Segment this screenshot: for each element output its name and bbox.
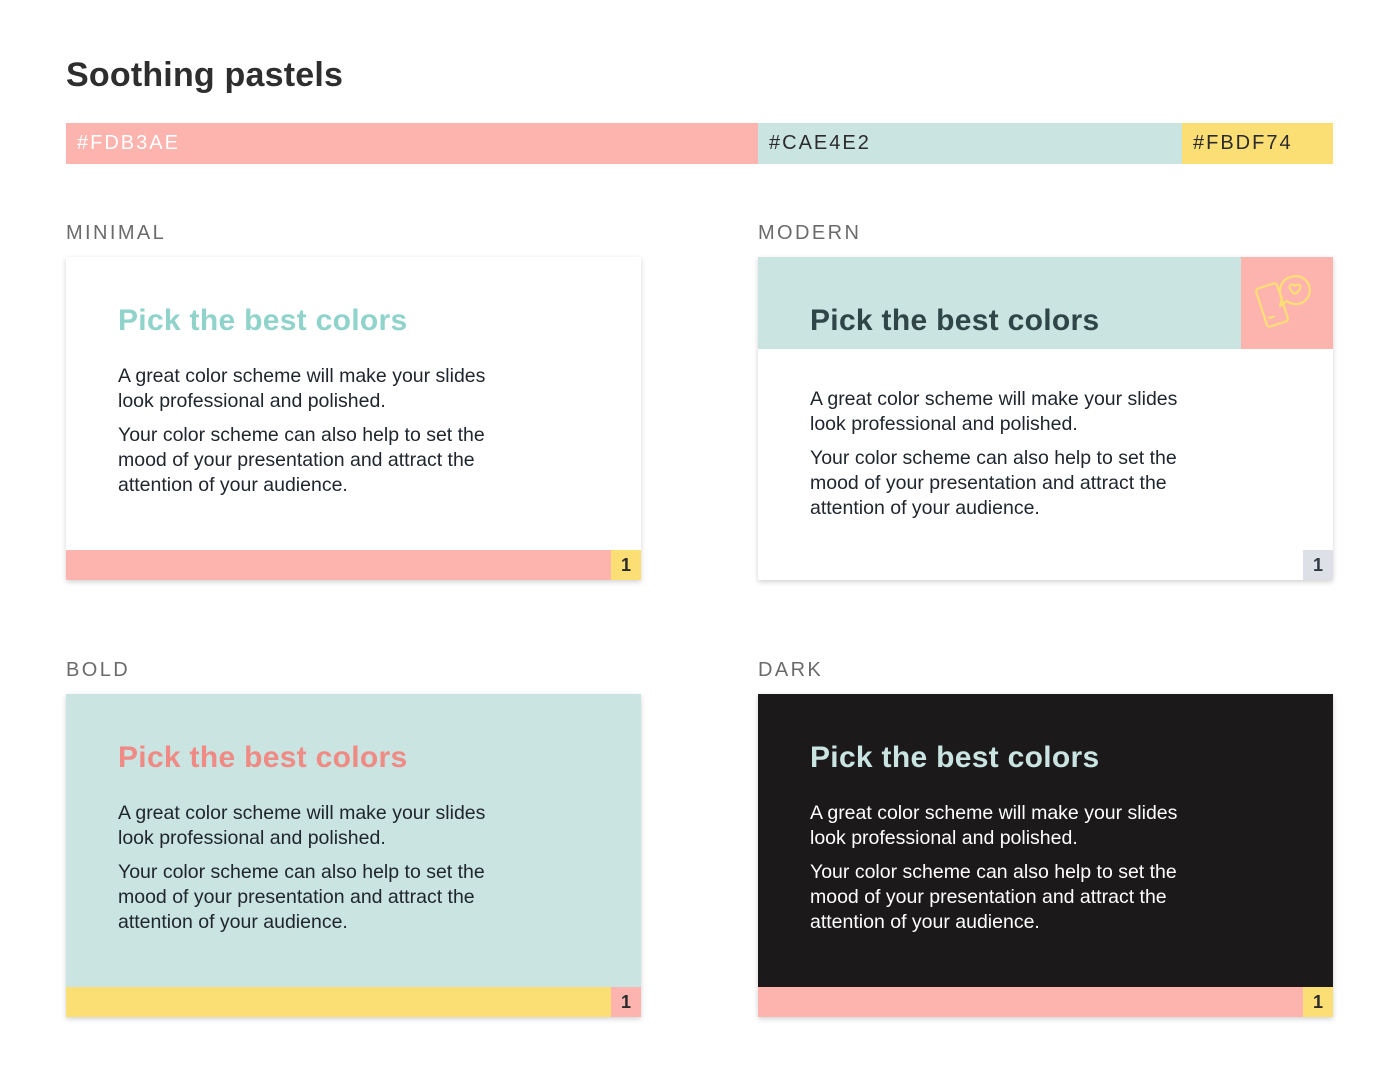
section-label-minimal: MINIMAL xyxy=(66,222,167,244)
color-palette xyxy=(66,123,1333,164)
footer-bar xyxy=(66,550,611,580)
page-number: 1 xyxy=(1303,550,1333,580)
slide-paragraph: A great color scheme will make your slides look professional and polished. xyxy=(118,802,486,849)
section-label-modern: MODERN xyxy=(758,222,862,244)
slide-paragraph: A great color scheme will make your slides look professional and polished. xyxy=(810,388,1178,435)
page-number: 1 xyxy=(611,550,641,580)
footer-bar xyxy=(758,987,1303,1017)
phone-heart-icon xyxy=(1255,271,1319,335)
icon-box xyxy=(1241,257,1333,349)
slide-paragraph: Your color scheme can also help to set the mood of your presentation and attract the attention of your audience. xyxy=(118,424,485,496)
slide-paragraph: A great color scheme will make your slides look professional and polished. xyxy=(118,365,486,412)
swatch-yellow: #FBDF74 xyxy=(1182,123,1333,164)
section-label-bold: BOLD xyxy=(66,659,131,681)
slide-title: Pick the best colors xyxy=(810,741,1100,774)
slide-body xyxy=(810,387,1210,530)
slide-modern xyxy=(758,257,1333,580)
slide-body xyxy=(118,364,518,507)
slide-title: Pick the best colors xyxy=(810,304,1100,337)
slide-title: Pick the best colors xyxy=(118,741,408,774)
slide-bold xyxy=(66,694,641,1017)
slide-body xyxy=(810,801,1210,944)
slide-minimal xyxy=(66,257,641,580)
swatch-pink: #FDB3AE xyxy=(66,123,758,164)
slide-title: Pick the best colors xyxy=(118,304,408,337)
slide-paragraph: A great color scheme will make your slides look professional and polished. xyxy=(810,802,1178,849)
swatch-mint: #CAE4E2 xyxy=(758,123,1182,164)
section-label-dark: DARK xyxy=(758,659,824,681)
footer-bar xyxy=(66,987,611,1017)
page-number: 1 xyxy=(611,987,641,1017)
slide-paragraph: Your color scheme can also help to set the mood of your presentation and attract the attention of your audience. xyxy=(810,861,1177,933)
slide-paragraph: Your color scheme can also help to set the mood of your presentation and attract the attention of your audience. xyxy=(118,861,485,933)
slide-paragraph: Your color scheme can also help to set the mood of your presentation and attract the attention of your audience. xyxy=(810,447,1177,519)
page-title: Soothing pastels xyxy=(66,56,344,94)
page-number: 1 xyxy=(1303,987,1333,1017)
slide-body xyxy=(118,801,518,944)
slide-dark xyxy=(758,694,1333,1017)
